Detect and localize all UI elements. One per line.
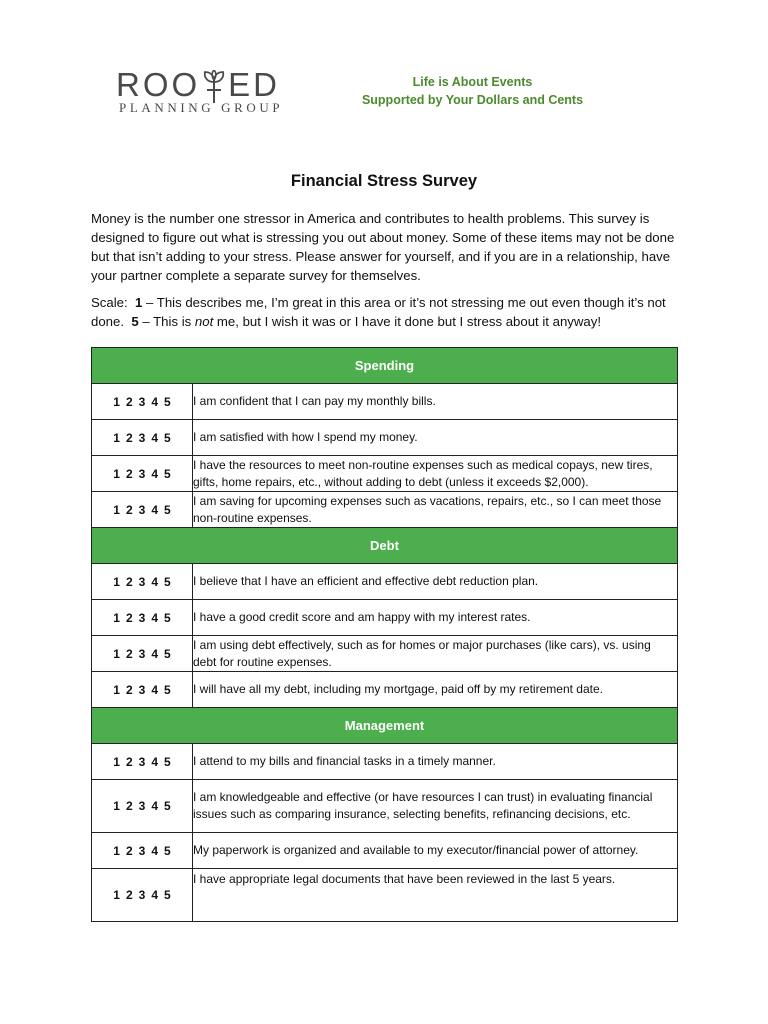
table-row xyxy=(92,744,678,780)
rating-option-4[interactable]: 4 xyxy=(151,430,159,445)
rating-option-1[interactable]: 1 xyxy=(113,394,120,409)
rating-option-2[interactable]: 2 xyxy=(125,394,133,409)
table-row xyxy=(92,492,678,528)
scale-label: Scale: xyxy=(91,295,128,310)
rating-option-5[interactable]: 5 xyxy=(164,574,171,589)
rating-scale xyxy=(92,600,193,636)
scale-one-text: – This describes me, I’m great in this area or it’s not stressing me out even though it’s not done. xyxy=(91,295,666,329)
statement-text: I have appropriate legal documents that have been reviewed in the last 5 years. xyxy=(193,869,678,922)
logo-wordmark xyxy=(116,66,280,104)
table-row xyxy=(92,869,678,922)
rating-option-4[interactable]: 4 xyxy=(151,888,159,902)
rating-option-2[interactable]: 2 xyxy=(125,574,133,589)
rating-option-3[interactable]: 3 xyxy=(138,754,146,769)
rating-option-2[interactable]: 2 xyxy=(125,466,133,481)
section-header-management xyxy=(92,708,678,744)
rating-option-1[interactable]: 1 xyxy=(113,430,120,445)
rating-option-2[interactable]: 2 xyxy=(125,430,133,445)
rating-option-1[interactable]: 1 xyxy=(113,646,120,661)
section-title: Management xyxy=(92,708,678,744)
scale-five-pre: – This is xyxy=(142,314,192,329)
rating-option-2[interactable]: 2 xyxy=(125,502,133,517)
statement-text: I am satisfied with how I spend my money. xyxy=(193,420,678,456)
rating-scale xyxy=(92,833,193,869)
rating-option-4[interactable]: 4 xyxy=(151,394,159,409)
statement-text: I have the resources to meet non-routine expenses such as medical copays, new tires, gifts, home repairs, etc., without adding to debt (unless it exceeds $2,000). xyxy=(193,456,678,492)
rating-scale xyxy=(92,869,193,922)
rating-option-3[interactable]: 3 xyxy=(138,574,146,589)
rating-option-1[interactable]: 1 xyxy=(113,682,120,697)
rating-option-5[interactable]: 5 xyxy=(164,430,171,445)
rating-option-5[interactable]: 5 xyxy=(164,682,171,697)
rating-option-3[interactable]: 3 xyxy=(138,843,146,858)
rating-scale xyxy=(92,636,193,672)
logo-subtitle: PLANNING GROUP xyxy=(119,100,284,115)
rating-option-2[interactable]: 2 xyxy=(125,843,133,858)
logo-word-right: ED xyxy=(228,66,281,103)
rating-option-4[interactable]: 4 xyxy=(151,610,159,625)
tagline-line-1: Life is About Events xyxy=(412,75,533,89)
rating-option-4[interactable]: 4 xyxy=(151,646,159,661)
rating-option-3[interactable]: 3 xyxy=(138,466,146,481)
statement-text: I attend to my bills and financial tasks in a timely manner. xyxy=(193,744,678,780)
scale-five-post: me, but I wish it was or I have it done but I stress about it anyway! xyxy=(216,314,602,329)
rating-option-3[interactable]: 3 xyxy=(138,888,146,902)
rating-option-4[interactable]: 4 xyxy=(151,502,159,517)
rating-scale xyxy=(92,456,193,492)
rating-option-5[interactable]: 5 xyxy=(164,646,171,661)
rating-scale xyxy=(92,492,193,528)
rating-option-4[interactable]: 4 xyxy=(151,466,159,481)
company-logo xyxy=(116,56,286,126)
table-row xyxy=(92,384,678,420)
rating-scale xyxy=(92,744,193,780)
rating-option-4[interactable]: 4 xyxy=(151,843,159,858)
table-row xyxy=(92,833,678,869)
rating-option-2[interactable]: 2 xyxy=(125,682,133,697)
rating-option-3[interactable]: 3 xyxy=(138,502,146,517)
rating-option-5[interactable]: 5 xyxy=(164,502,171,517)
table-row xyxy=(92,420,678,456)
rating-option-3[interactable]: 3 xyxy=(138,646,146,661)
rating-scale xyxy=(92,564,193,600)
rating-option-1[interactable]: 1 xyxy=(113,502,120,517)
rating-option-1[interactable]: 1 xyxy=(113,466,120,481)
table-row xyxy=(92,672,678,708)
rating-option-5[interactable]: 5 xyxy=(164,466,171,481)
statement-text: I am using debt effectively, such as for homes or major purchases (like cars), vs. using debt for routine expenses. xyxy=(193,636,678,672)
rating-option-4[interactable]: 4 xyxy=(151,682,159,697)
rating-option-1[interactable]: 1 xyxy=(113,888,120,902)
rating-scale xyxy=(92,780,193,833)
rating-option-1[interactable]: 1 xyxy=(113,610,120,625)
table-row xyxy=(92,600,678,636)
scale-paragraph xyxy=(91,293,681,331)
statement-text: I will have all my debt, including my mortgage, paid off by my retirement date. xyxy=(193,672,678,708)
rating-option-4[interactable]: 4 xyxy=(151,574,159,589)
statement-text: My paperwork is organized and available to my executor/financial power of attorney. xyxy=(193,833,678,869)
section-title: Debt xyxy=(92,528,678,564)
rating-option-5[interactable]: 5 xyxy=(164,843,171,858)
section-header-spending xyxy=(92,348,678,384)
section-header-debt xyxy=(92,528,678,564)
table-row xyxy=(92,780,678,833)
rating-option-2[interactable]: 2 xyxy=(125,754,133,769)
survey-table xyxy=(91,347,678,922)
tagline-line-2: Supported by Your Dollars and Cents xyxy=(361,93,584,107)
rating-option-3[interactable]: 3 xyxy=(138,682,146,697)
statement-text: I am confident that I can pay my monthly bills. xyxy=(193,384,678,420)
statement-text: I am saving for upcoming expenses such as vacations, repairs, etc., so I can meet those non-routine expenses. xyxy=(193,492,678,528)
rating-option-5[interactable]: 5 xyxy=(164,888,171,902)
sprout-icon xyxy=(202,70,226,104)
table-row xyxy=(92,564,678,600)
section-title: Spending xyxy=(92,348,678,384)
rating-option-1[interactable]: 1 xyxy=(113,843,120,858)
rating-option-5[interactable]: 5 xyxy=(164,754,171,769)
rating-option-2[interactable]: 2 xyxy=(125,799,133,813)
scale-five-not: not xyxy=(194,314,214,329)
rating-option-3[interactable]: 3 xyxy=(138,799,146,813)
rating-option-4[interactable]: 4 xyxy=(151,799,159,813)
rating-option-2[interactable]: 2 xyxy=(125,888,133,902)
page-title: Financial Stress Survey xyxy=(290,172,478,190)
rating-scale xyxy=(92,420,193,456)
rating-option-1[interactable]: 1 xyxy=(113,754,120,769)
intro-paragraph: Money is the number one stressor in America and contributes to health problems. This survey is designed to figure out what is stressing you out about money. Some of these items may not be done but that isn’t adding to your stress. Please answer for yourself, and if you are in a relationship, have your partner complete a separate survey for themselves. xyxy=(91,211,675,283)
rating-option-1[interactable]: 1 xyxy=(113,574,120,589)
rating-option-2[interactable]: 2 xyxy=(125,646,133,661)
rating-option-5[interactable]: 5 xyxy=(164,610,171,625)
table-row xyxy=(92,456,678,492)
scale-five-number: 5 xyxy=(131,314,139,329)
tagline xyxy=(340,73,605,109)
rating-option-4[interactable]: 4 xyxy=(151,754,159,769)
rating-option-5[interactable]: 5 xyxy=(164,394,171,409)
rating-option-3[interactable]: 3 xyxy=(138,430,146,445)
scale-one-number: 1 xyxy=(134,295,143,310)
statement-text: I believe that I have an efficient and effective debt reduction plan. xyxy=(193,564,678,600)
rating-option-3[interactable]: 3 xyxy=(138,394,146,409)
rating-scale xyxy=(92,384,193,420)
logo-word-left: ROO xyxy=(116,66,201,103)
rating-option-3[interactable]: 3 xyxy=(138,610,146,625)
rating-option-2[interactable]: 2 xyxy=(125,610,133,625)
rating-option-5[interactable]: 5 xyxy=(164,799,171,813)
statement-text: I have a good credit score and am happy with my interest rates. xyxy=(193,600,678,636)
rating-scale xyxy=(92,672,193,708)
statement-text: I am knowledgeable and effective (or have resources I can trust) in evaluating financial issues such as comparing insurance, selecting benefits, refinancing decisions, etc. xyxy=(193,780,678,833)
table-row xyxy=(92,636,678,672)
rating-option-1[interactable]: 1 xyxy=(113,799,120,813)
